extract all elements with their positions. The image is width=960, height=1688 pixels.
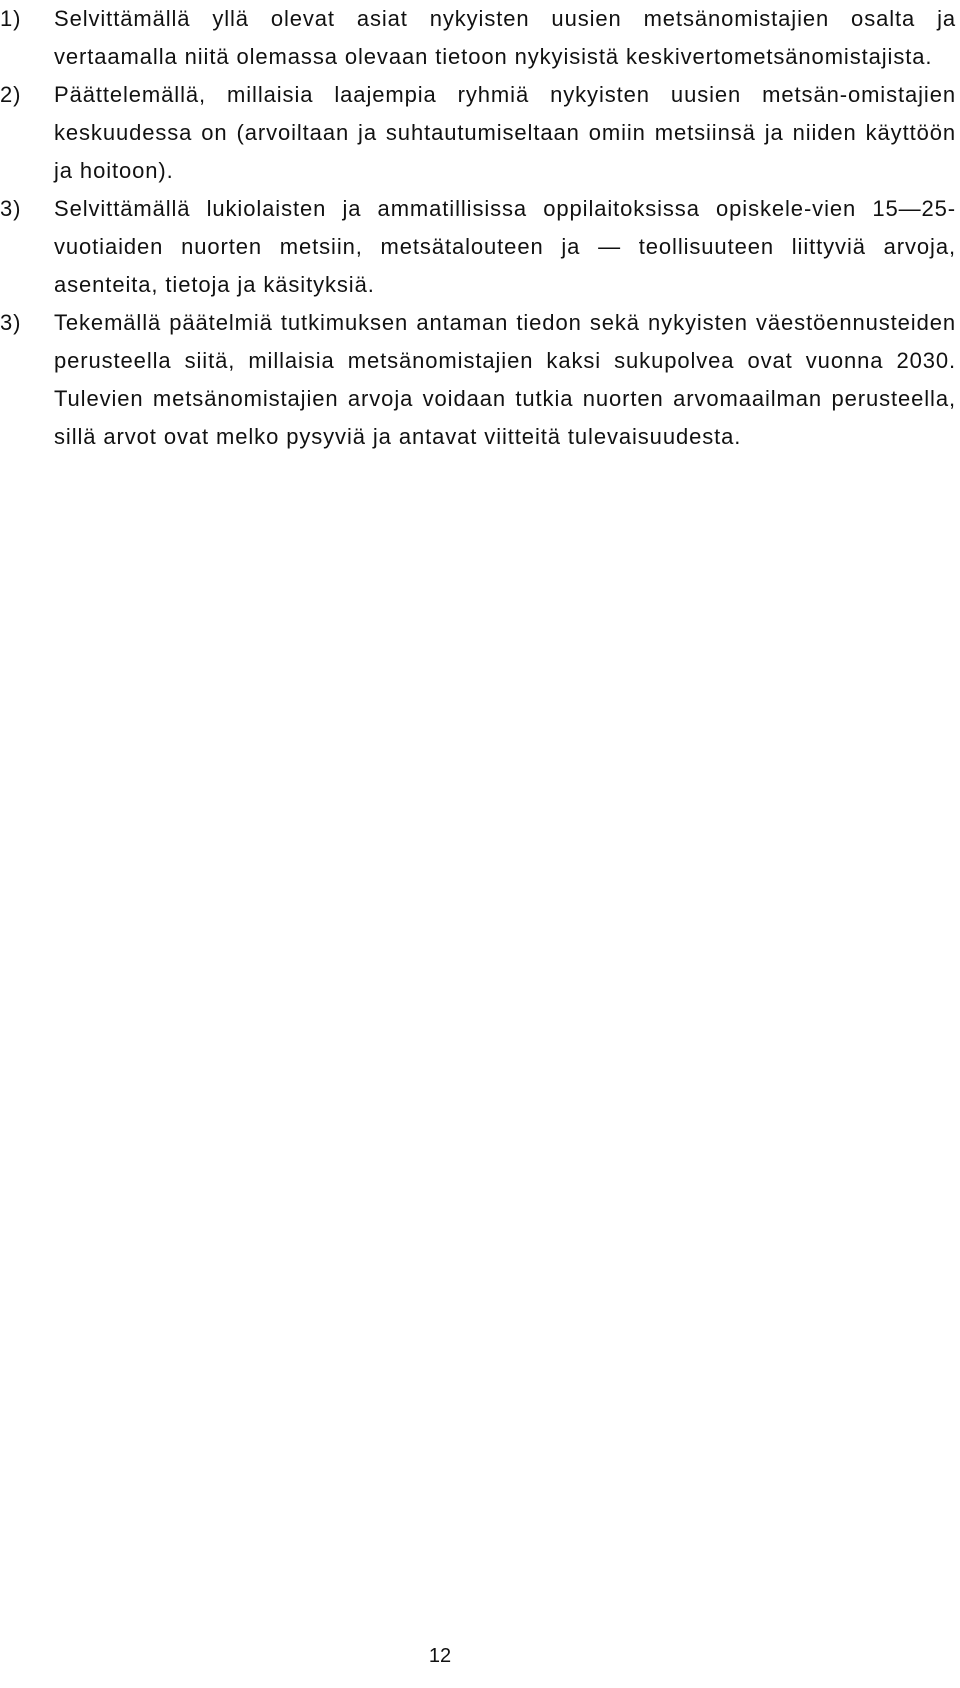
list-item-number: 3) <box>0 310 22 335</box>
list-item <box>0 0 960 76</box>
page-number: 12 <box>428 1645 452 1667</box>
numbered-list <box>0 0 960 456</box>
list-item <box>0 304 960 456</box>
list-item-number: 1) <box>0 6 22 31</box>
list-item <box>0 190 960 304</box>
list-item <box>0 76 960 190</box>
list-item-number: 3) <box>0 196 22 221</box>
list-item-text: Selvittämällä lukiolaisten ja ammatillisissa oppilaitoksissa opiskele-vien 15—25-vuotiaiden nuorten metsiin, metsätalouteen ja — teollisuuteen liittyviä arvoja, asenteita, tietoja ja käsityksiä. <box>54 196 956 297</box>
list-item-text: Selvittämällä yllä olevat asiat nykyisten uusien metsänomistajien osalta ja vertaamalla niitä olemassa olevaan tietoon nykyisistä keskivertometsänomistajista. <box>54 6 956 69</box>
list-item-text: Tekemällä päätelmiä tutkimuksen antaman tiedon sekä nykyisten väestöennusteiden perusteella siitä, millaisia metsänomistajien kaksi sukupolvea ovat vuonna 2030. Tulevien metsänomistajien arvoja voidaan tutkia nuorten arvomaailman perusteella, sillä arvot ovat melko pysyviä ja antavat viitteitä tulevaisuudesta. <box>54 310 956 449</box>
list-item-number: 2) <box>0 82 22 107</box>
list-item-text: Päättelemällä, millaisia laajempia ryhmiä nykyisten uusien metsän-omistajien keskuudessa on (arvoiltaan ja suhtautumiseltaan omiin metsiinsä ja niiden käyttöön ja hoitoon). <box>54 82 956 183</box>
